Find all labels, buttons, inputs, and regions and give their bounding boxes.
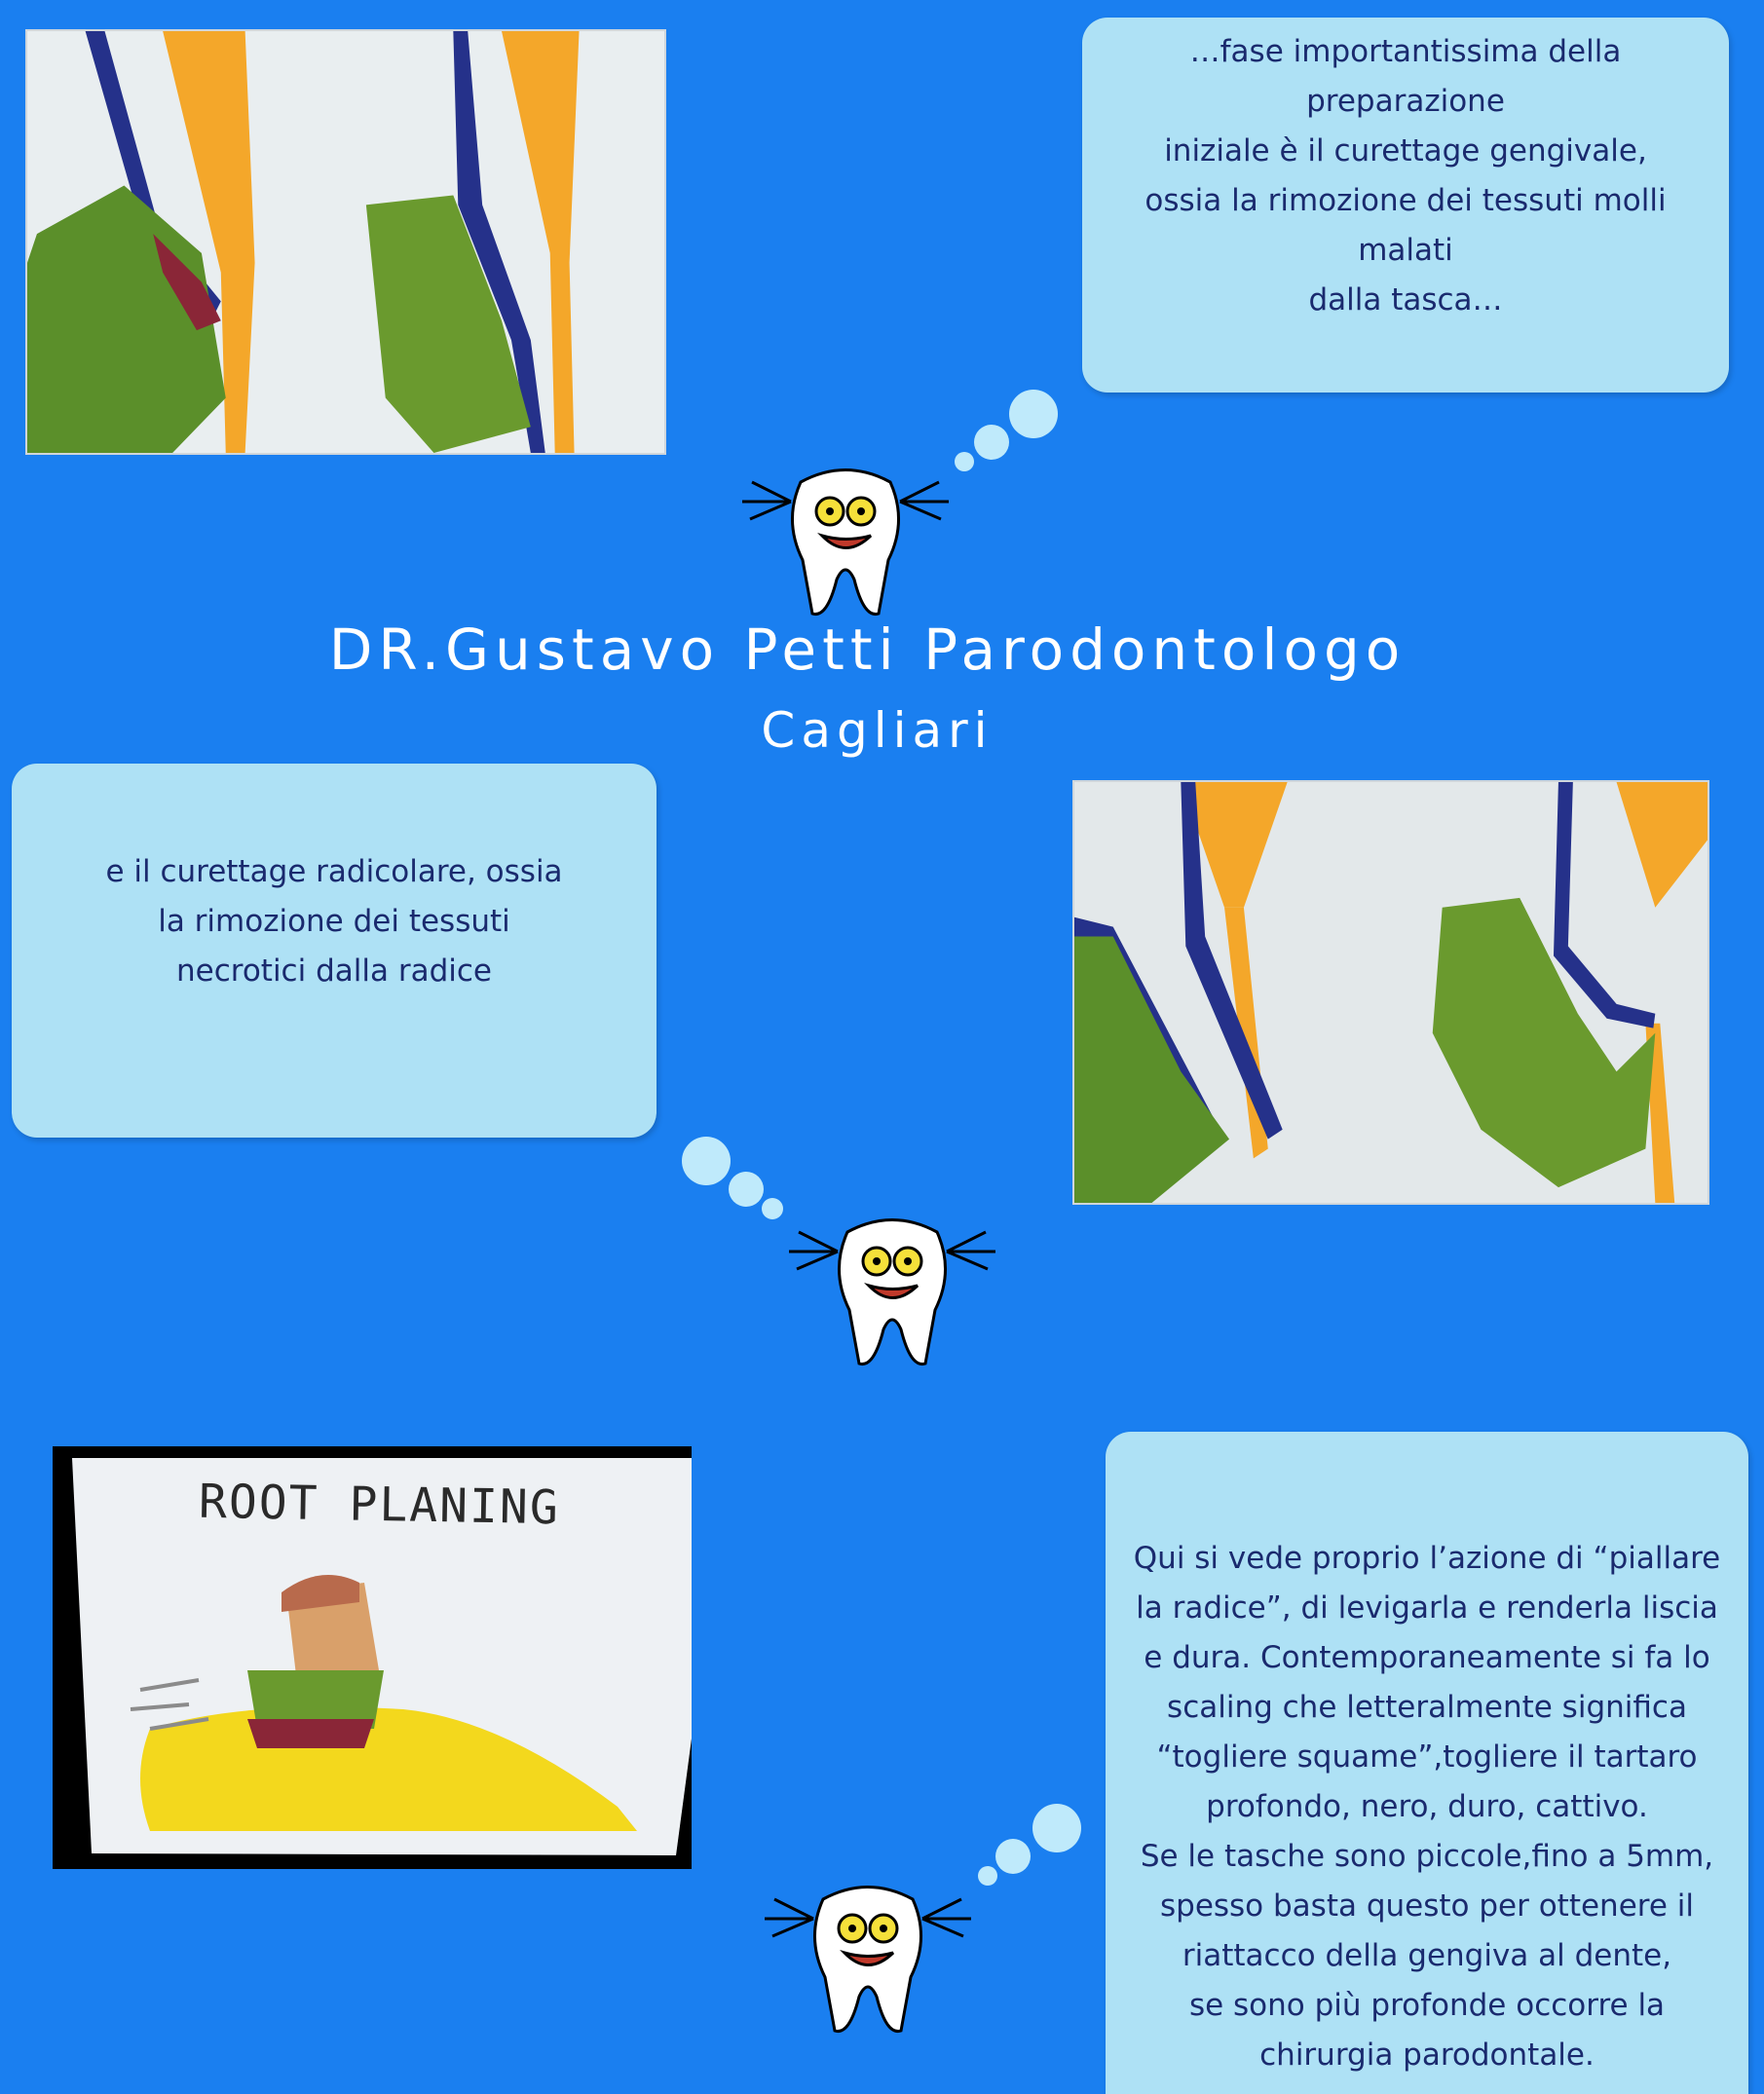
thought-bubble-large [682, 1137, 731, 1185]
tooth-mascot-icon [779, 1213, 1005, 1368]
illustration-gum-curettage [25, 29, 666, 455]
illustration-root-planing [53, 1446, 692, 1869]
panel-line: Qui si vede proprio l’azione di “piallare [1133, 1541, 1721, 1576]
thought-bubble-medium [995, 1839, 1031, 1874]
illustration-root-curettage [1072, 780, 1709, 1205]
panel-line: scaling che letteralmente significa [1167, 1690, 1687, 1725]
panel-line: ossia la rimozione dei tessuti molli malati [1145, 182, 1667, 268]
panel-line: necrotici dalla radice [176, 953, 492, 989]
panel-line: profondo, nero, duro, cattivo. [1206, 1789, 1648, 1824]
panel-line: la radice”, di levigarla e renderla liscia [1136, 1590, 1718, 1626]
thought-bubble-medium [729, 1172, 764, 1207]
info-panel-root-planing [1106, 1432, 1748, 2094]
panel-line: dalla tasca… [1308, 281, 1503, 318]
info-panel-curettage-gengivale [1082, 18, 1729, 393]
panel-line: la rimozione dei tessuti [158, 903, 510, 939]
thought-bubble-medium [974, 425, 1009, 460]
tooth-mascot-icon [732, 463, 958, 618]
thought-bubble-large [1009, 390, 1058, 438]
page-title: DR.Gustavo Petti Parodontologo [328, 617, 1407, 683]
panel-line: se sono più profonde occorre la [1188, 1988, 1666, 2023]
page-subtitle: Cagliari [761, 702, 994, 759]
panel-line: iniziale è il curettage gengivale, [1164, 132, 1647, 168]
panel-line: e dura. Contemporaneamente si fa lo [1144, 1640, 1710, 1675]
panel-line: Se le tasche sono piccole,fino a 5mm, [1140, 1839, 1714, 1874]
panel-line: e il curettage radicolare, ossia [105, 853, 563, 889]
panel-line: spesso basta questo per ottenere il [1159, 1888, 1694, 1924]
panel-line: …fase importantissima della preparazione [1189, 33, 1622, 119]
panel-line: riattacco della gengiva al dente, [1182, 1938, 1672, 1973]
tooth-mascot-icon [755, 1880, 981, 2036]
panel-line: chirurgia parodontale. [1259, 2038, 1595, 2073]
info-panel-curettage-radicolare [12, 764, 657, 1138]
root-planing-label: ROOT PLANING [198, 1474, 561, 1536]
thought-bubble-large [1032, 1804, 1081, 1852]
panel-line: “togliere squame”,togliere il tartaro [1156, 1739, 1698, 1775]
thought-bubble-small [978, 1866, 997, 1886]
